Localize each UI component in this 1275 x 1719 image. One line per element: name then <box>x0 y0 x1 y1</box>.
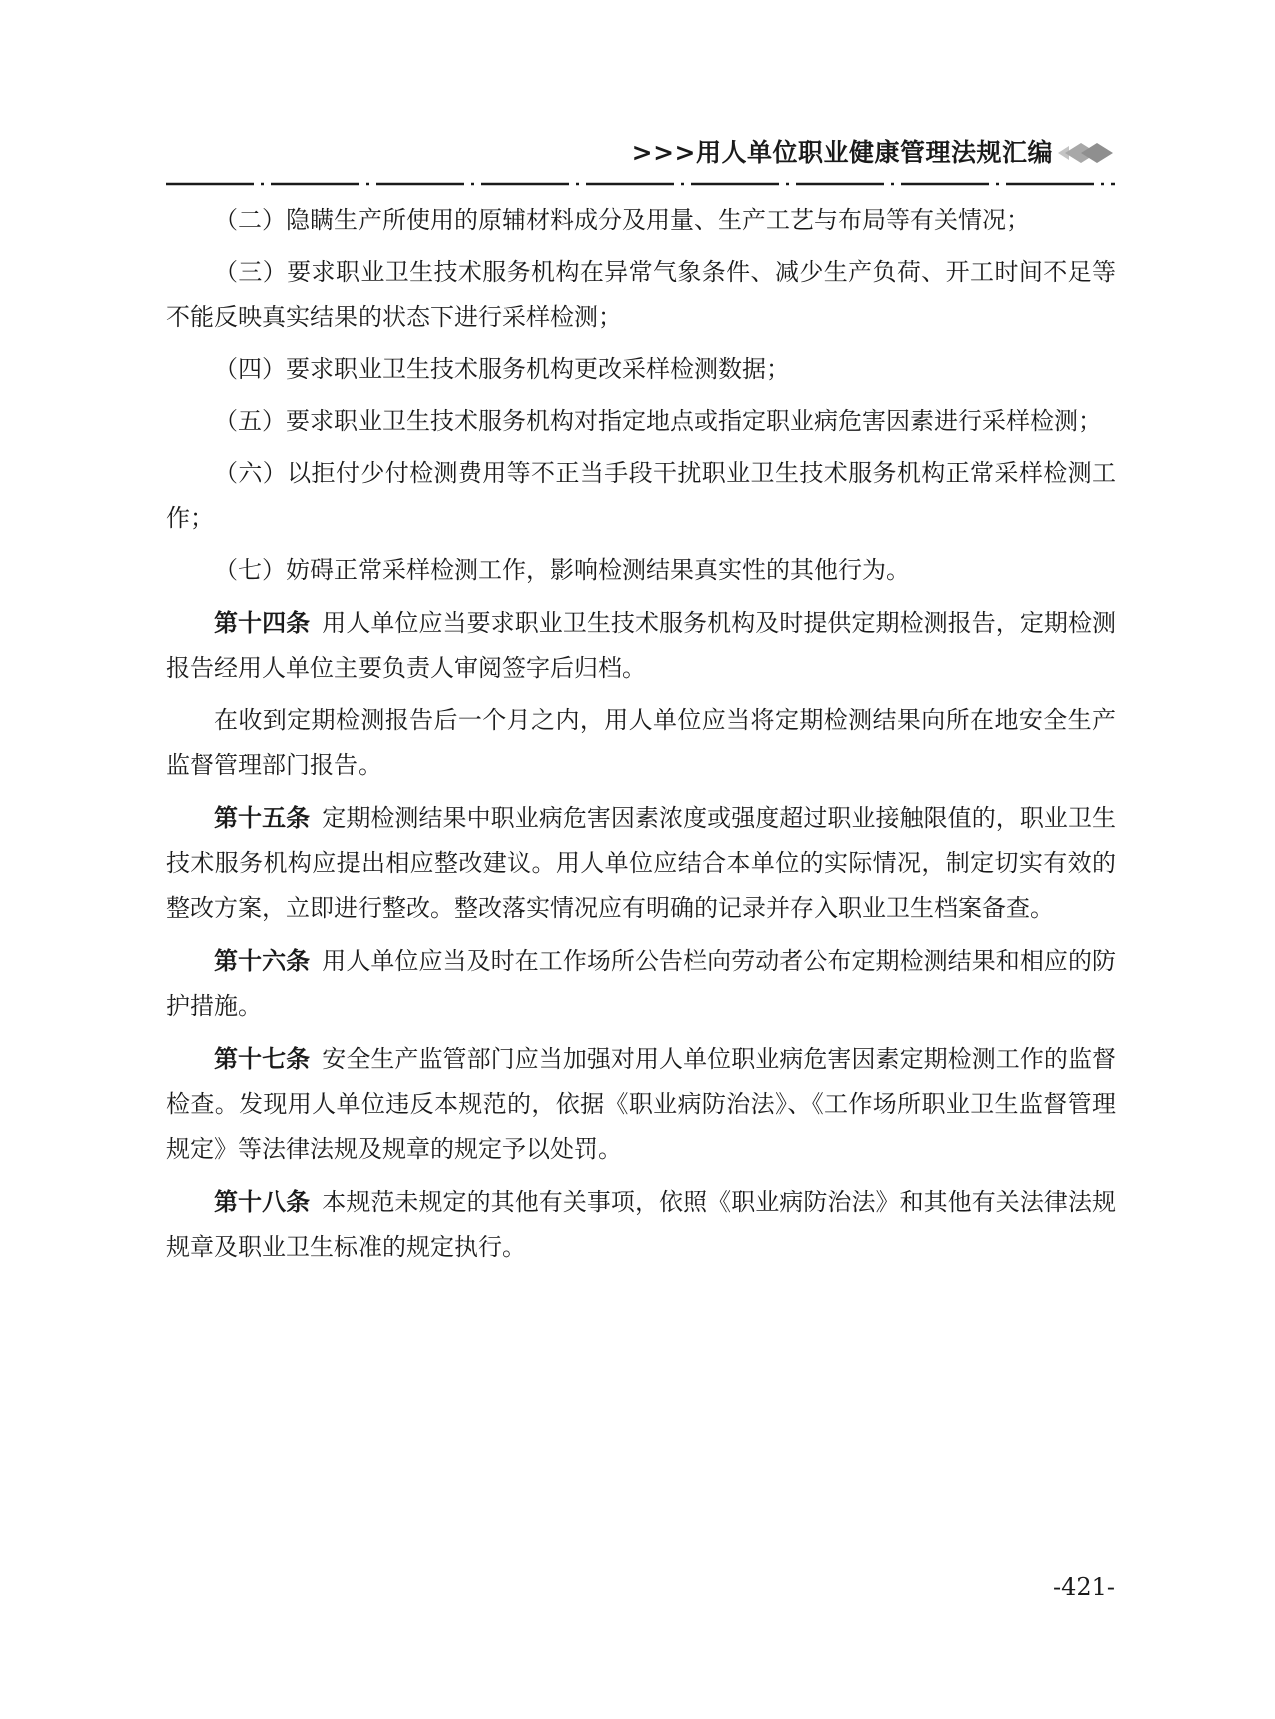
clause-paragraph <box>166 548 1116 593</box>
clause-paragraph <box>166 347 1116 392</box>
paragraph-text: 用人单位应当要求职业卫生技术服务机构及时提供定期检测报告，定期检测报告经用人单位主要负责人审阅签字后归档。 <box>166 609 1117 682</box>
article-number: 第十五条 <box>214 803 311 832</box>
article-number: 第十六条 <box>214 946 311 975</box>
running-header <box>166 138 1115 168</box>
paragraph-text: 安全生产监管部门应当加强对用人单位职业病危害因素定期检测工作的监督检查。发现用人单位违反本规范的，依据《职业病防治法》、《工作场所职业卫生监督管理规定》等法律法规及规章的规定予以处罚。 <box>166 1045 1117 1163</box>
paragraph-text: （五）要求职业卫生技术服务机构对指定地点或指定职业病危害因素进行采样检测； <box>214 407 1102 435</box>
article-number: 第十四条 <box>214 608 311 637</box>
paragraph-text: （六）以拒付少付检测费用等不正当手段干扰职业卫生技术服务机构正常采样检测工作； <box>166 459 1116 532</box>
paragraph-text: 在收到定期检测报告后一个月之内，用人单位应当将定期检测结果向所在地安全生产监督管理部门报告。 <box>166 706 1116 779</box>
header-dashed-rule <box>166 180 1115 188</box>
paragraph-text: 用人单位应当及时在工作场所公告栏向劳动者公布定期检测结果和相应的防护措施。 <box>166 947 1117 1020</box>
running-header-title: >>>用人单位职业健康管理法规汇编 <box>631 138 1053 167</box>
body-text <box>166 198 1116 1277</box>
paragraph-text: （四）要求职业卫生技术服务机构更改采样检测数据； <box>214 355 790 383</box>
clause-paragraph <box>166 698 1116 788</box>
clause-paragraph <box>166 198 1116 243</box>
clause-paragraph <box>166 250 1116 340</box>
article-number: 第十七条 <box>214 1044 311 1073</box>
paragraph-text: 定期检测结果中职业病危害因素浓度或强度超过职业接触限值的，职业卫生技术服务机构应提出相应整改建议。用人单位应结合本单位的实际情况，制定切实有效的整改方案，立即进行整改。整改落实情况应有明确的记录并存入职业卫生档案备查。 <box>166 804 1117 922</box>
paragraph-text: 本规范未规定的其他有关事项，依照《职业病防治法》和其他有关法律法规规章及职业卫生标准的规定执行。 <box>166 1188 1117 1261</box>
article-paragraph <box>166 938 1116 1029</box>
article-paragraph <box>166 1036 1116 1172</box>
double-diamond-ornament-icon <box>1057 142 1115 164</box>
article-number: 第十八条 <box>214 1187 311 1216</box>
article-paragraph <box>166 600 1116 691</box>
paragraph-text: （二）隐瞒生产所使用的原辅材料成分及用量、生产工艺与布局等有关情况； <box>214 206 1030 234</box>
paragraph-text: （三）要求职业卫生技术服务机构在异常气象条件、减少生产负荷、开工时间不足等不能反映真实结果的状态下进行采样检测； <box>166 258 1116 331</box>
clause-paragraph <box>166 451 1116 541</box>
clause-paragraph <box>166 399 1116 444</box>
article-paragraph <box>166 795 1116 931</box>
article-paragraph <box>166 1179 1116 1270</box>
paragraph-text: （七）妨碍正常采样检测工作，影响检测结果真实性的其他行为。 <box>214 556 910 584</box>
page-number: -421- <box>1052 1573 1115 1601</box>
